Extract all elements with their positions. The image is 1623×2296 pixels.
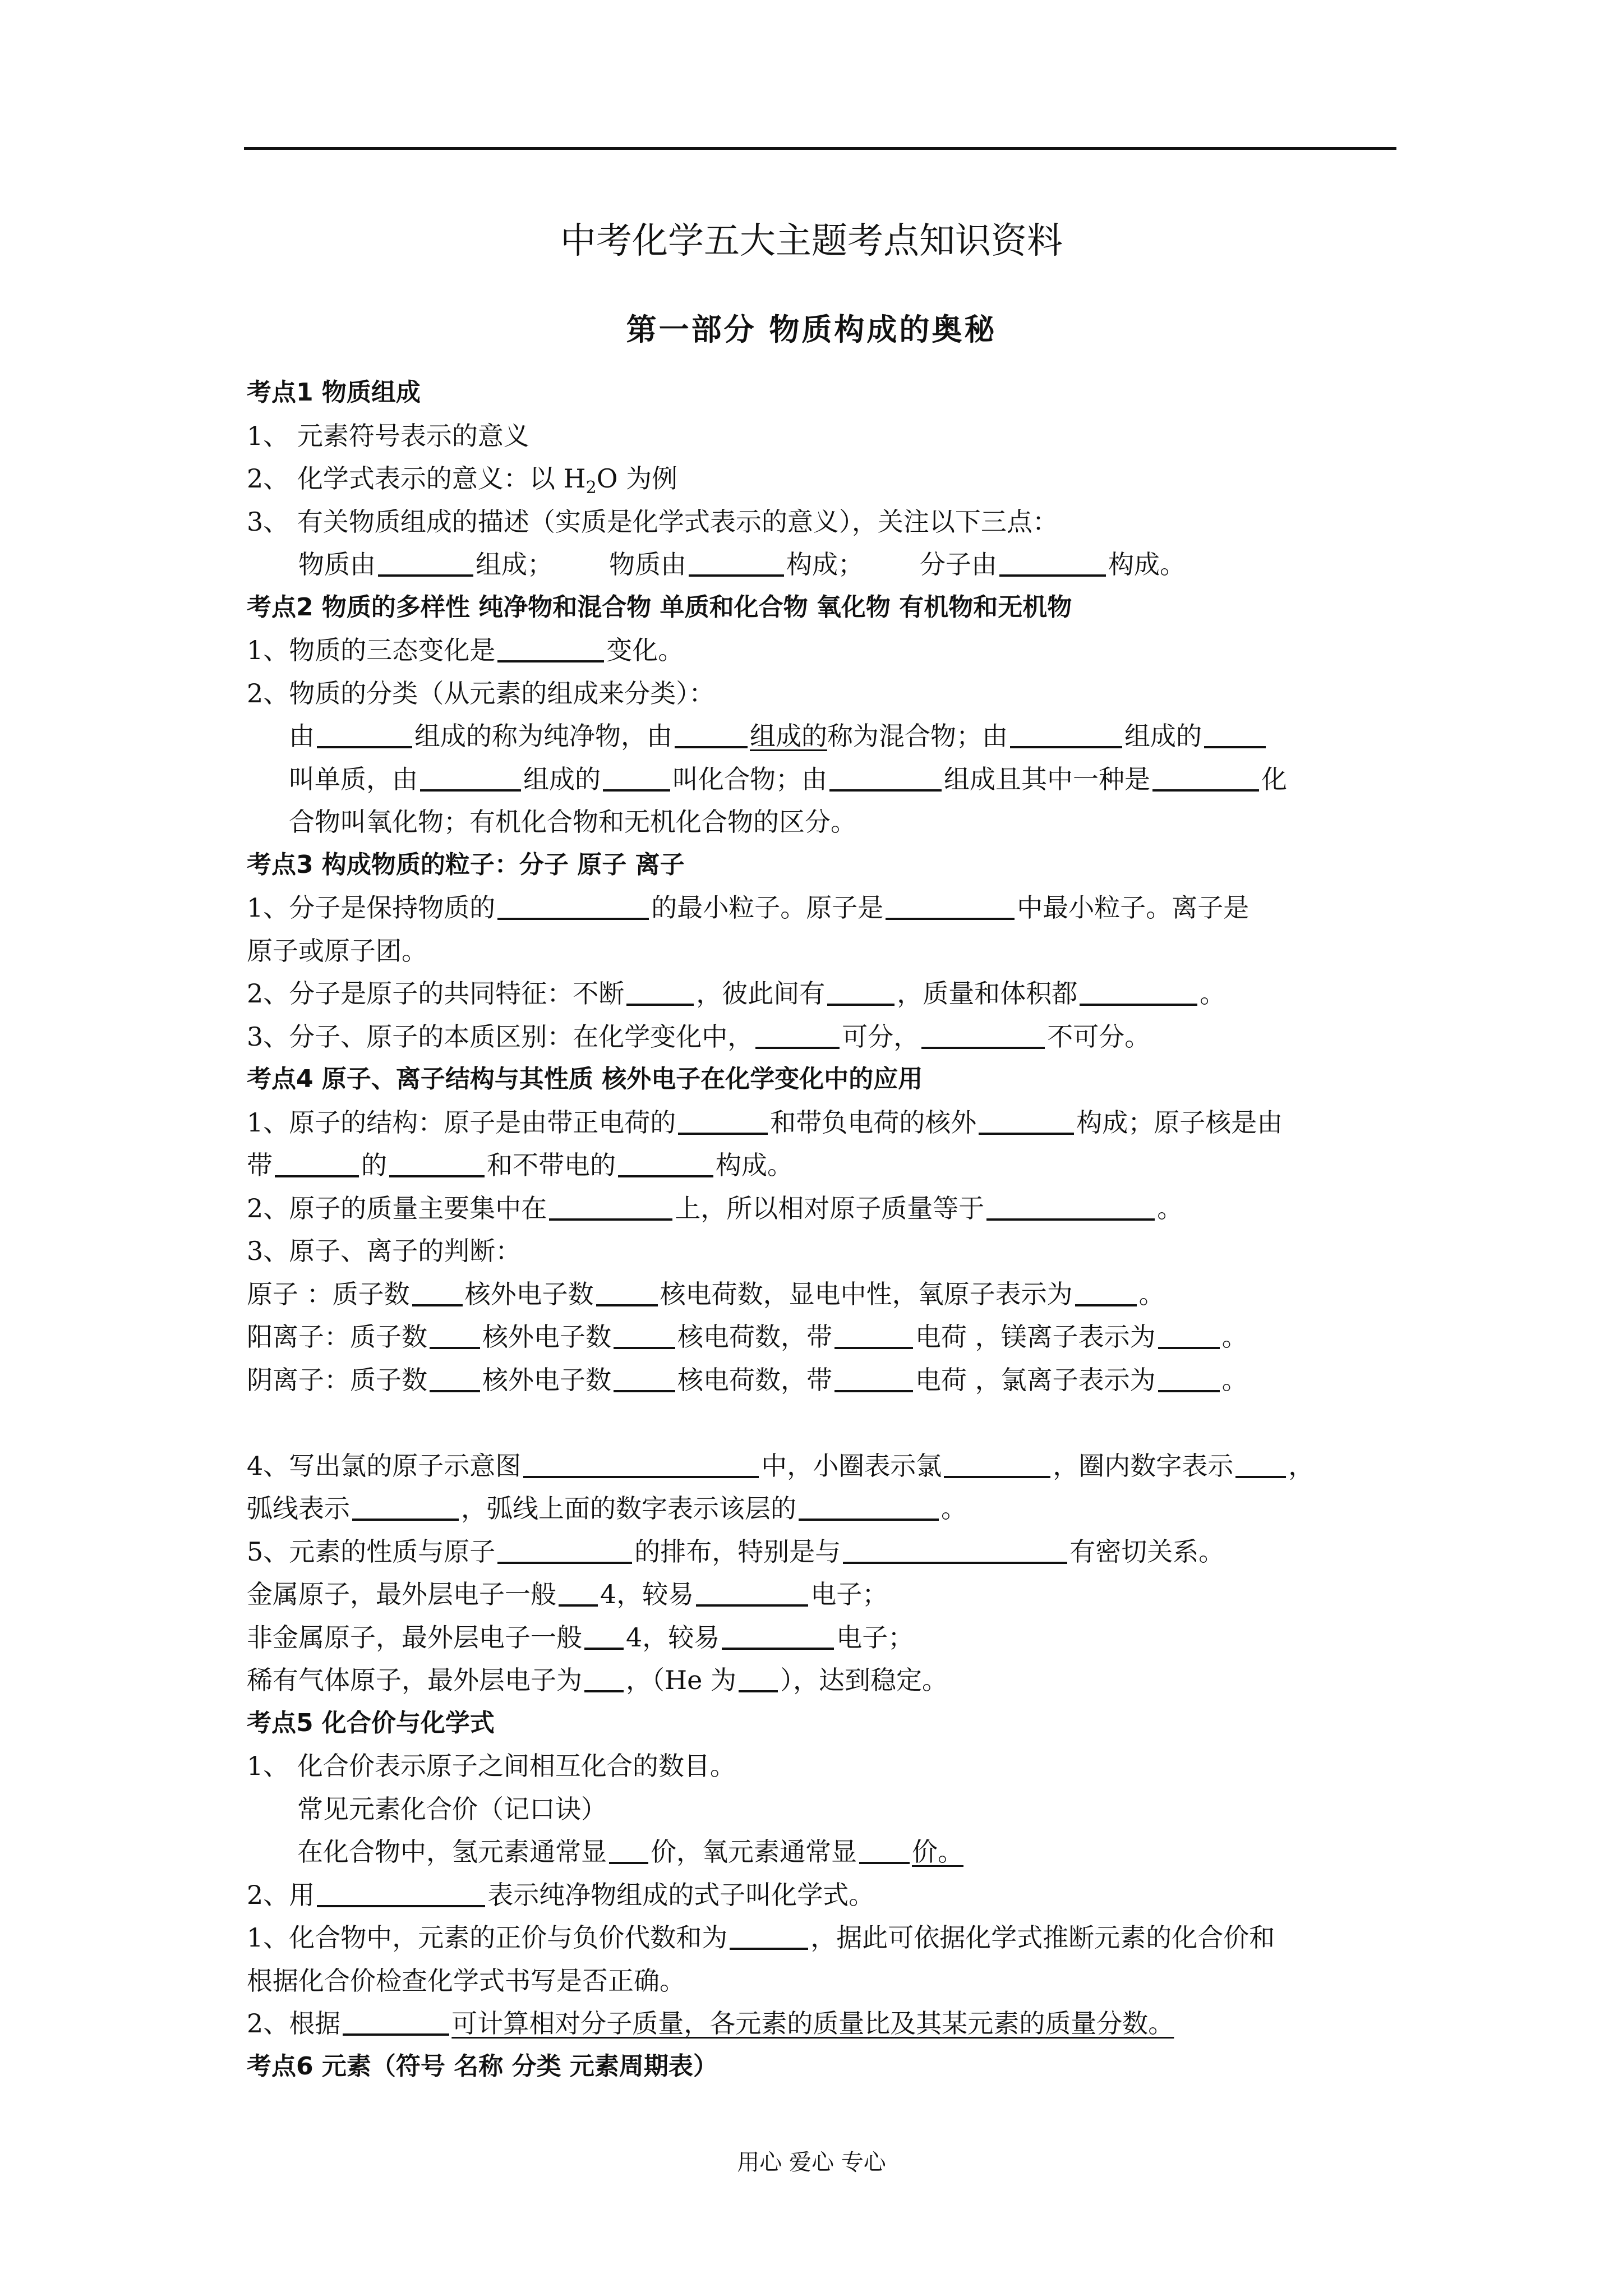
text-span: 4，较易 [600,1579,694,1609]
text-span: 构成；原子核是由 [1076,1107,1283,1138]
part-title: 第一部分 物质构成的奥秘 [626,312,997,347]
blank [389,1149,485,1177]
blank [834,1321,913,1349]
text-span: 5、元素的性质与原子 [247,1536,496,1567]
text-span: 上，所以相对原子质量等于 [675,1193,985,1223]
text-span: 弧线表示 [247,1493,350,1524]
text-line [247,1315,1396,1359]
text-span: 组成； [476,549,553,579]
text-line [247,1144,1396,1187]
blank [1158,1321,1220,1349]
blank [609,1836,648,1864]
blank [843,1536,1067,1564]
blank [603,763,670,792]
text-span: 3、分子、原子的本质区别：在化学变化中， [247,1021,754,1052]
text-span: 。 [1200,978,1226,1009]
text-span: 2、用 [247,1879,315,1910]
blank [979,1107,1074,1135]
text-line: 合物叫氧化物；有机化合物和无机化合物的区分。 [289,807,856,837]
blank [1075,1278,1137,1306]
document-body [247,371,1396,2088]
text-span: 物质由 [609,549,686,579]
text-span: ， [1288,1450,1315,1481]
text-span: 核外电子数 [482,1364,611,1395]
blank [722,1622,834,1650]
text-line [247,758,1396,801]
blank [829,763,942,792]
blank [739,1664,778,1692]
blank [696,1579,808,1607]
text-line: 常见元素化合价（记口诀） [297,1793,607,1824]
text-line [247,1874,1396,1917]
text-span: 金属原子，最外层电子一般 [247,1579,556,1609]
text-line: 3、 有关物质组成的描述（实质是化学式表示的意义），关注以下三点： [247,506,1058,537]
blank [1152,763,1259,792]
text-span: 在化合物中，氢元素通常显 [297,1837,607,1867]
text-span: ），达到稳定。 [780,1665,948,1695]
text-span: 的最小粒子。原子是 [651,892,884,923]
text-span: 和不带电的 [487,1150,616,1180]
blank [317,720,412,748]
text-span: 组成的称为纯净物，由 [414,721,672,751]
text-line [247,1273,1396,1316]
blank [343,2008,449,2036]
blank [430,1321,480,1349]
text-line: 2、物质的分类（从元素的组成来分类）： [247,678,715,708]
text-span: ，圈内数字表示 [1053,1450,1234,1481]
text-line [247,1444,1396,1488]
text-line [247,1616,1396,1659]
blank [944,1450,1050,1478]
text-span: 叫化合物；由 [672,763,827,794]
blank [412,1278,463,1306]
text-span: 构成。 [716,1150,793,1180]
blank [827,978,895,1006]
text-span: 组成的 [750,721,827,751]
blank [559,1579,598,1607]
text-span: 表示纯净物组成的式子叫化学式。 [487,1879,875,1910]
text-span: O 为例 [596,463,678,494]
text-span: 组成且其中一种是 [944,763,1150,794]
blank [618,1149,713,1177]
text-span: 组成的 [523,763,601,794]
text-line: 原子或原子团。 [247,935,427,966]
text-span: 电荷 ，氯离子表示为 [915,1364,1156,1395]
text-span: ，彼此间有 [696,978,826,1009]
blank [675,720,748,748]
header-rule [244,147,1396,150]
blank [689,549,784,577]
text-line: 1、 化合价表示原子之间相互化合的数目。 [247,1751,736,1781]
blank [886,892,1015,920]
text-span: ，弧线上面的数字表示该层的 [461,1493,796,1524]
blank [1158,1364,1220,1392]
text-line [247,1487,1396,1530]
blank [1010,720,1122,748]
blank [730,1922,808,1950]
text-span: 。 [1221,1322,1248,1352]
blank [626,978,694,1006]
text-span: 非金属原子，最外层电子一般 [247,1622,582,1653]
page-footer: 用心 爱心 专心 [737,2150,886,2175]
blank [859,1836,910,1864]
text-span: 价，氧元素通常显 [651,1837,857,1867]
text-line [247,1187,1396,1230]
text-span: 叫单质，由 [289,763,418,794]
section-heading-3: 考点3 构成物质的粒子：分子 原子 离子 [247,850,685,879]
text-span: 变化。 [606,635,684,665]
blank [317,1879,485,1907]
text-line [247,1916,1396,1959]
text-span: 1、化合物中，元素的正价与负价代数和为 [247,1922,728,1953]
text-span: 原子 ：质子数 [247,1278,410,1309]
text-line [247,457,1396,500]
blank [1080,978,1197,1006]
text-line [247,1101,1396,1144]
blank [497,1536,632,1564]
text-span: 分子由 [920,549,997,579]
text-span: 2、根据 [247,2008,341,2039]
blank [584,1622,624,1650]
section-heading-6: 考点6 元素（符号 名称 分类 元素周期表） [247,2051,718,2081]
blank [596,1278,658,1306]
text-span: 由 [289,721,315,751]
blank [678,1107,768,1135]
text-span: 。 [1221,1364,1248,1395]
text-line: 3、原子、离子的判断： [247,1236,522,1266]
text-span: 构成； [786,549,864,579]
text-line [247,1659,1396,1702]
text-line [247,629,1396,672]
text-line [247,1015,1396,1059]
text-span: ，（He 为 [626,1665,736,1695]
section-heading-4: 考点4 原子、离子结构与其性质 核外电子在化学变化中的应用 [247,1065,923,1093]
blank [352,1493,459,1521]
blank [275,1149,359,1177]
blank [378,549,473,577]
text-span: 可分， [842,1021,920,1052]
blank [614,1364,675,1392]
text-span: 化 [1261,763,1287,794]
text-span: 核电荷数，带 [677,1322,832,1352]
text-span: 1、分子是保持物质的 [247,892,496,923]
text-line [247,972,1396,1015]
text-span: 组成的 [1124,721,1202,751]
text-line [247,715,1396,758]
text-span: ，据此可依据化学式推断元素的化合价和 [810,1922,1275,1953]
text-span: 1、物质的三态变化是 [247,635,496,665]
text-span: 。 [941,1493,967,1524]
blank [584,1664,624,1692]
text-span: 4，较易 [626,1622,720,1653]
text-span: 电荷 ，镁离子表示为 [915,1322,1156,1352]
blank [420,763,521,792]
text-line: 根据化合价检查化学式书写是否正确。 [247,1965,685,1996]
subscript: 2 [585,478,597,498]
text-span: 中最小粒子。离子是 [1017,892,1249,923]
text-line [247,886,1396,930]
section-heading-2: 考点2 物质的多样性 纯净物和混合物 单质和化合物 氧化物 有机物和无机物 [247,592,1072,622]
blank [614,1321,675,1349]
text-span: 。 [1157,1193,1183,1223]
text-span: 。 [1138,1278,1165,1309]
blank [1204,720,1266,748]
text-span: 阳离子：质子数 [247,1322,427,1352]
blank [834,1364,913,1392]
text-span: 的 [361,1150,387,1180]
blank [497,892,649,920]
text-line [247,2002,1396,2045]
text-span: 价。 [912,1837,963,1867]
text-span: 阴离子：质子数 [247,1364,427,1395]
blank [799,1493,939,1521]
text-span: 稀有气体原子，最外层电子为 [247,1665,582,1695]
text-span: 核电荷数，带 [677,1364,832,1395]
text-span: 可计算相对分子质量，各元素的质量比及其某元素的质量分数。 [451,2008,1174,2039]
text-line: 1、 元素符号表示的意义 [247,420,529,451]
blank [999,549,1106,577]
text-span: 核电荷数，显电中性，氧原子表示为 [660,1278,1073,1309]
text-span: ，质量和体积都 [897,978,1078,1009]
section-heading-5: 考点5 化合价与化学式 [247,1708,495,1737]
text-span: 核外电子数 [482,1322,611,1352]
text-span: 带 [247,1150,273,1180]
text-line [247,1830,1396,1874]
text-span: 称为混合物；由 [827,721,1008,751]
text-span: 2、原子的质量主要集中在 [247,1193,547,1223]
blank [986,1193,1155,1221]
blank [1235,1450,1286,1478]
text-span: 中，小圈表示氯 [761,1450,942,1481]
text-span: 物质由 [298,549,376,579]
text-span: 4、写出氯的原子示意图 [247,1450,522,1481]
text-line [247,1573,1396,1616]
blank [549,1193,672,1221]
text-span: 核外电子数 [464,1278,594,1309]
text-span: 1、原子的结构：原子是由带正电荷的 [247,1107,676,1138]
section-heading-1: 考点1 物质组成 [247,378,421,407]
text-line [247,1359,1396,1402]
text-span: 2、 化学式表示的意义：以 H [247,463,586,494]
text-span: 电子； [836,1622,914,1653]
blank [523,1450,759,1478]
blank [755,1021,840,1049]
text-line [247,1530,1396,1573]
text-line [247,543,1396,586]
blank [430,1364,480,1392]
blank [497,634,604,662]
text-span: 和带负电荷的核外 [770,1107,977,1138]
text-span: 的排布，特别是与 [634,1536,841,1567]
text-span: 不可分。 [1047,1021,1151,1052]
page-title: 中考化学五大主题考点知识资料 [560,220,1063,262]
text-span: 构成。 [1108,549,1186,579]
text-span: 电子； [810,1579,888,1609]
text-span: 2、分子是原子的共同特征：不断 [247,978,625,1009]
text-span: 有密切关系。 [1069,1536,1225,1567]
blank [921,1021,1045,1049]
